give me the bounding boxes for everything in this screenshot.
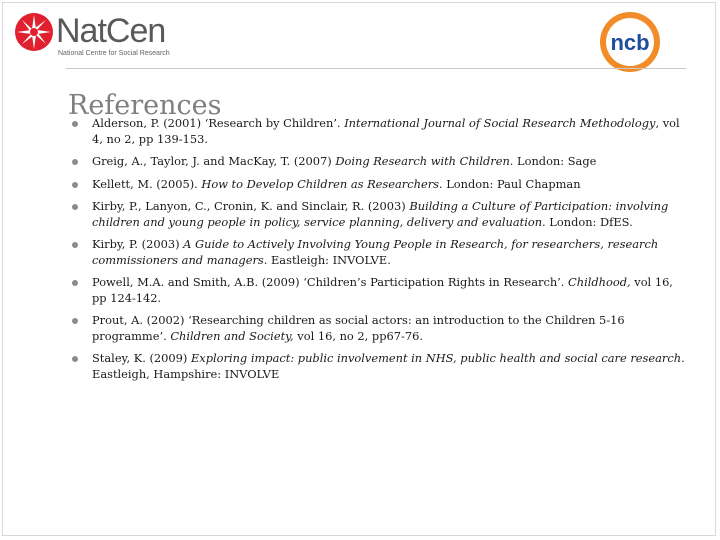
references-list [70, 116, 685, 389]
reference-details: vol 16, pp 124-142. [92, 275, 673, 305]
reference-source: Building a Culture of Participation: involving children and young people in policy, service planning, delivery and evaluation. [92, 199, 669, 229]
reference-text: Kirby, P. (2003) [92, 237, 184, 251]
reference-details: London: Sage [513, 154, 597, 168]
ncb-logo-text: ncb [610, 30, 650, 55]
reference-text: Greig, A., Taylor, J. and MacKay, T. (2007) [92, 154, 336, 168]
reference-item [70, 237, 685, 268]
reference-item [70, 116, 685, 147]
ncb-logo [598, 10, 662, 74]
reference-details: , vol 4, no 2, pp 139-153. [92, 116, 680, 146]
reference-text: Alderson, P. (2001) ‘Research by Children’. [92, 116, 345, 130]
bullet-icon [72, 318, 78, 324]
natcen-wordmark: NatCen [56, 12, 166, 50]
reference-item [70, 154, 685, 170]
reference-text: Staley, K. (2009) [92, 351, 191, 365]
reference-source: A Guide to Actively Involving Young People in Research, for researchers, research commissioners and managers [92, 237, 659, 267]
reference-details: . Eastleigh, Hampshire: INVOLVE [92, 351, 685, 381]
bullet-icon [72, 182, 78, 188]
reference-details: vol 16, no 2, pp67-76. [293, 328, 423, 343]
bullet-icon [72, 204, 78, 210]
natcen-logo [14, 10, 184, 60]
page-title: References [68, 90, 222, 122]
reference-item [70, 275, 685, 306]
natcen-star-icon [14, 12, 54, 52]
bullet-icon [72, 280, 78, 286]
bullet-icon [72, 356, 78, 362]
reference-text: Kellett, M. (2005). [92, 176, 202, 191]
reference-source: International Journal of Social Research Methodology [344, 116, 656, 130]
reference-source: Children and Society, [170, 328, 294, 343]
reference-item [70, 199, 685, 230]
bullet-icon [72, 121, 78, 127]
reference-source: How to Develop Children as Researchers [201, 176, 439, 191]
reference-item [70, 177, 685, 193]
reference-text: Powell, M.A. and Smith, A.B. (2009) ‘Children’s Participation Rights in Research’. [92, 275, 569, 289]
reference-details: . London: Paul Chapman [439, 176, 581, 191]
natcen-tagline: National Centre for Social Research [58, 50, 170, 57]
reference-source: Doing Research with Children. [335, 154, 514, 168]
reference-text: Kirby, P., Lanyon, C., Cronin, K. and Sinclair, R. (2003) [92, 199, 410, 213]
title-divider [66, 68, 686, 69]
reference-source: Exploring impact: public involvement in NHS, public health and social care research [190, 351, 682, 365]
reference-details: London: DfES. [545, 214, 633, 229]
reference-item [70, 351, 685, 382]
bullet-icon [72, 159, 78, 165]
reference-text: Prout, A. (2002) ‘Researching children as social actors: an introduction to the Children 5-16 programme’. [92, 313, 625, 343]
reference-item [70, 313, 685, 344]
bullet-icon [72, 242, 78, 248]
reference-source: Childhood, [568, 275, 631, 289]
reference-details: . Eastleigh: INVOLVE. [263, 252, 391, 267]
